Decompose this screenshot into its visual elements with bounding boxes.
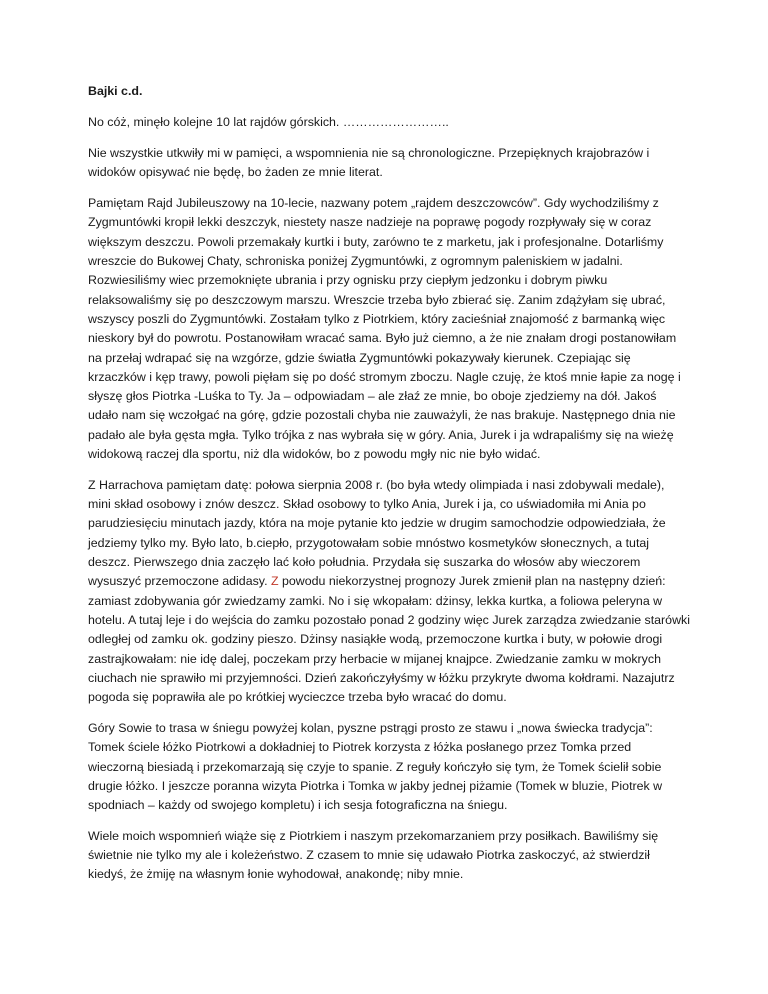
paragraph-harrachov-accent: Z xyxy=(267,574,279,589)
paragraph-memories: Nie wszystkie utkwiły mi w pamięci, a wspomnienia nie są chronologiczne. Przepięknych krajobrazów i widoków opisywać nie będę, bo żaden ze mnie literat. xyxy=(88,146,650,180)
paragraph-gory-sowie: Góry Sowie to trasa w śniegu powyżej kolan, pyszne pstrągi prosto ze stawu i „nowa świecka tradycja”: Tomek ściele łóżko Piotrkowi a dokładniej to Piotrek korzysta z łóżka posłanego przez Tomka przed wieczorną biesiadą i przekomarzają się czyje to spanie. Z reguły kończyło się tym, że Tomek ścielił sobie drugie łóżko. I jeszcze poranna wizyta Piotrka i Tomka w jakby jednej piżamie (Tomek w bluzie, Piotrek w spodniach – każdy od swojego kompletu) i ich sesja fotograficzna na śniegu. xyxy=(88,720,663,813)
paragraph-harrachov-part2: powodu niekorzystnej prognozy Jurek zmienił plan na następny dzień: zamiast zdobywania gór zwiedzamy zamki. No i się wkopałam: dżinsy, lekka kurtka, a foliowa peleryna w hotelu. A tutaj leje i do wejścia do zamku pozostało ponad 2 godziny więc Jurek zarządza zwiedzanie starówki odległej od zamku ok. godziny pieszo. Dżinsy nasiąkłe wodą, przemoczone kurtka i buty, w połowie drogi zastrajkowałam: nie idę dalej, poczekam przy herbacie w mijanej knajpce. Zwiedzanie zamku w mokrych ciuchach nie sprawiło mi przyjemności. Dzień zakończyłyśmy w łóżku przykryte dwoma kołdrami. Nazajutrz pogoda się poprawiła ale po krótkiej wycieczce trzeba było wracać do domu. xyxy=(88,574,690,705)
paragraph-harrachov-part1: Z Harrachova pamiętam datę: połowa sierpnia 2008 r. (bo była wtedy olimpiada i nasi zdobywali medale), mini skład osobowy i znów deszcz. Skład osobowy to tylko Ania, Jurek i ja, co uświadomiła mi Ania po parudziesięciu minutach jazdy, która na moje pytanie kto jedzie w drugim samochodzie odpowiedziała, że jedziemy tylko my. Było lato, b.ciepło, przygotowałam sobie mnóstwo kosmetyków słonecznych, a tutaj deszcz. Pierwszego dnia zaczęło lać koło południa. Przydała się suszarka do włosów aby wieczorem wysuszyć przemoczone adidasy. xyxy=(88,477,666,589)
paragraph-harrachov xyxy=(88,476,690,708)
paragraph-jubilee-rally: Pamiętam Rajd Jubileuszowy na 10-lecie, nazwany potem „rajdem deszczowców”. Gdy wychodziliśmy z Zygmuntówki kropił lekki deszczyk, niestety nasze nadzieje na poprawę pogody rozpływały się w coraz większym deszczu. Powoli przemakały kurtki i buty, zarówno te z marketu, jak i profesjonalne. Dotarliśmy wreszcie do Bukowej Chaty, schroniska poniżej Zygmuntówki, z ogromnym paleniskiem w jadalni. Rozwiesiliśmy wiec przemoknięte ubrania i przy ognisku przy ciepłym jedzonku i dobrym piwku relaksowaliśmy się po deszczowym marszu. Wreszcie trzeba było zbierać się. Zanim zdążyłam się ubrać, wszyscy poszli do Zygmuntówki. Zostałam tylko z Piotrkiem, który zacieśniał znajomość z barmanką więc nieskory był do powrotu. Postanowiłam wracać sama. Było już ciemno, a że nie znałam drogi postanowiłam na przełaj wdrapać się na wzgórze, gdzie światła Zygmuntówki pokazywały kierunek. Czepiając się krzaczków i kęp trawy, powoli pięłam się po dość stromym zboczu. Nagle czuję, że ktoś mnie łapie za nogę i słyszę głos Piotrka -Luśka to Ty. Ja – odpowiadam – ale złaź ze mnie, bo oboje zjedziemy na dół. Jakoś udało nam się wczołgać na górę, gdzie pozostali chyba nie zauważyli, że nas brakuje. Następnego dnia nie padało ale była gęsta mgła. Tylko trójka z nas wybrała się w góry. Ania, Jurek i ja wdrapaliśmy się na wieżę widokową raczej dla sportu, niż dla widoków, bo z powodu mgły nic nie było widać. xyxy=(88,196,681,462)
document-page xyxy=(88,82,690,896)
paragraph-intro: No cóż, minęło kolejne 10 lat rajdów górskich. …………………….. xyxy=(88,115,449,130)
document-title: Bajki c.d. xyxy=(88,84,143,98)
paragraph-piotrek: Wiele moich wspomnień wiąże się z Piotrkiem i naszym przekomarzaniem przy posiłkach. Bawiliśmy się świetnie nie tylko my ale i koleżeństwo. Z czasem to mnie się udawało Piotrka zaskoczyć, aż stwierdził kiedyś, że żmiję na własnym łonie wyhodował, anakondę; niby mnie. xyxy=(88,828,659,882)
